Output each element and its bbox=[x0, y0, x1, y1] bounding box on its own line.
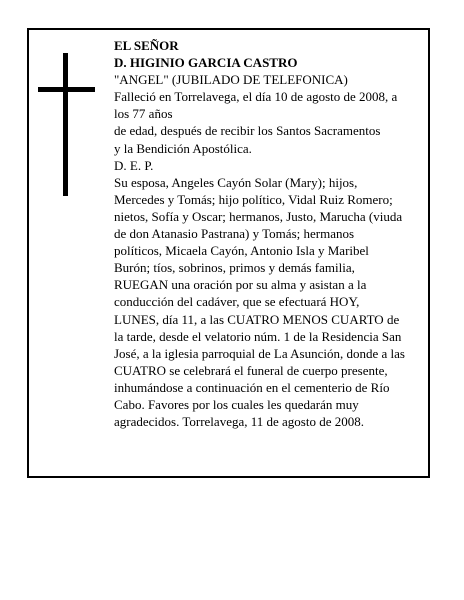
obituary-line: RUEGAN una oración por su alma y asistan a la bbox=[114, 277, 367, 293]
obituary-line: políticos, Micaela Cayón, Antonio Isla y Maribel bbox=[114, 243, 369, 259]
obituary-line: la tarde, desde el velatorio núm. 1 de la Residencia San bbox=[114, 328, 402, 344]
obituary-line: conducción del cadáver, que se efectuará HOY, bbox=[114, 294, 360, 310]
obituary-line: LUNES, día 11, a las CUATRO MENOS CUARTO de bbox=[114, 311, 400, 327]
obituary-line: Cabo. Favores por los cuales les quedarán muy bbox=[114, 396, 359, 412]
obituary-line: de edad, después de recibir los Santos Sacramentos bbox=[114, 123, 381, 139]
obituary-line: Falleció en Torrelavega, el día 10 de agosto de 2008, a bbox=[114, 89, 398, 105]
obituary-text bbox=[114, 37, 424, 430]
obituary-line: inhumándose a continuación en el cementerio de Río bbox=[114, 379, 390, 395]
obituary-line: José, a la iglesia parroquial de La Asunción, donde a las bbox=[114, 345, 405, 361]
obituary-line: Su esposa, Angeles Cayón Solar (Mary); hijos, bbox=[114, 174, 358, 190]
obituary-line: de don Atanasio Pastrana) y Tomás; hermanos bbox=[114, 226, 355, 242]
obituary-line: agradecidos. Torrelavega, 11 de agosto de 2008. bbox=[114, 414, 364, 430]
obituary-line: los 77 años bbox=[114, 106, 173, 122]
cross-icon bbox=[63, 53, 68, 196]
obituary-line: nietos, Sofía y Oscar; hermanos, Justo, Marucha (viuda bbox=[114, 208, 403, 224]
obituary-line: Burón; tíos, sobrinos, primos y demás familia, bbox=[114, 260, 355, 276]
obituary-line: "ANGEL" (JUBILADO DE TELEFONICA) bbox=[114, 72, 348, 88]
obituary-line: Mercedes y Tomás; hijo político, Vidal Ruiz Romero; bbox=[114, 191, 393, 207]
obituary-line: CUATRO se celebrará el funeral de cuerpo presente, bbox=[114, 362, 388, 378]
obituary-line: y la Bendición Apostólica. bbox=[114, 140, 252, 156]
obituary-line: D. HIGINIO GARCIA CASTRO bbox=[114, 55, 298, 71]
cross-icon-crossbar bbox=[38, 87, 95, 92]
obituary-line: EL SEÑOR bbox=[114, 38, 179, 53]
obituary-line: D. E. P. bbox=[114, 157, 154, 173]
